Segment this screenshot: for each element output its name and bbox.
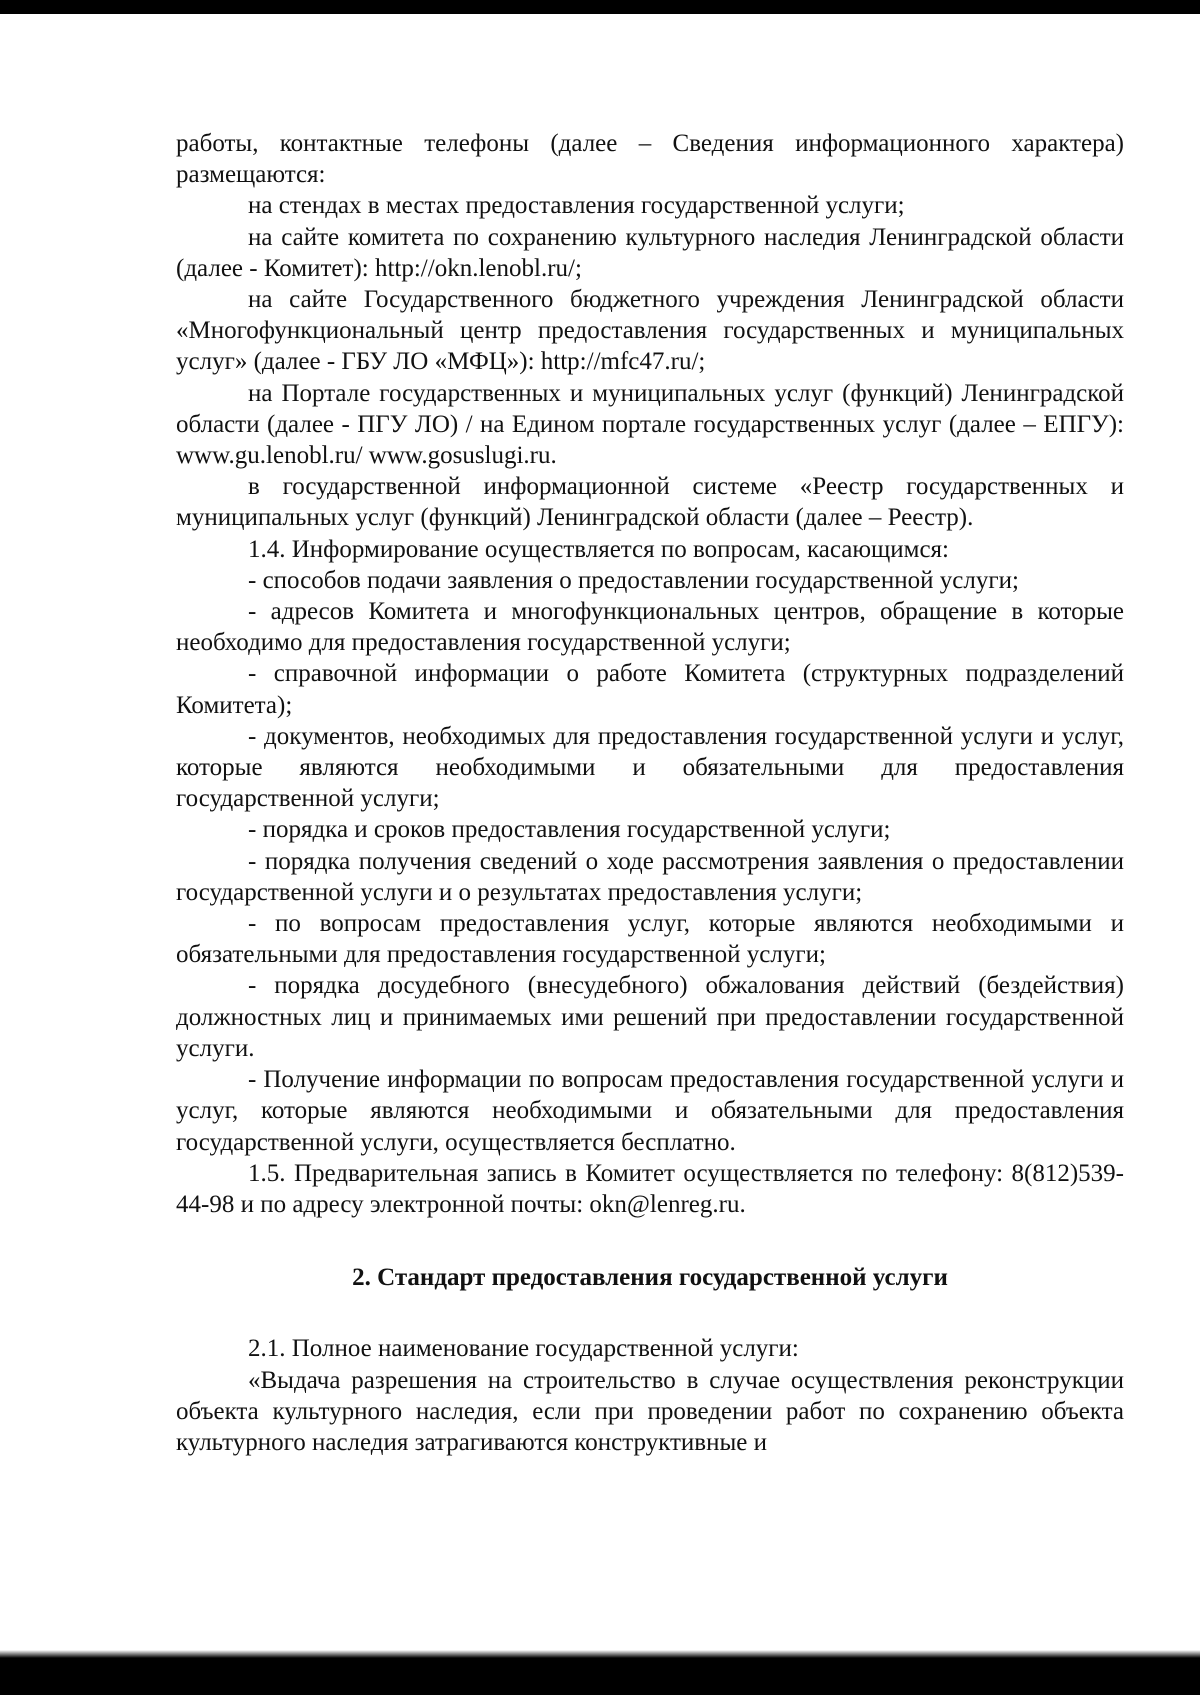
list-item: - документов, необходимых для предоставления государственной услуги и услуг, которые являются необходимыми и обязательными для предоставления государственной услуги; [176, 722, 1124, 813]
list-item: - Получение информации по вопросам предоставления государственной услуги и услуг, которые являются необходимыми и обязательными для предоставления государственной услуги, осуществляется бесплатно. [176, 1066, 1124, 1156]
list-item: - порядка и сроков предоставления государственной услуги; [248, 816, 891, 844]
scan-border-top [0, 0, 1200, 14]
paragraph: на сайте Государственного бюджетного учреждения Ленинградской области «Многофункциональный центр предоставления государственных и муниципальных услуг» (далее - ГБУ ЛО «МФЦ»): http://mfc47.ru/; [176, 286, 1124, 376]
paragraph: «Выдача разрешения на строительство в случае осуществления реконструкции объекта культурного наследия, если при проведении работ по сохранению объекта культурного наследия затрагиваются конструктивные и [176, 1366, 1124, 1456]
list-item: - по вопросам предоставления услуг, которые являются необходимыми и обязательными для предоставления государственной услуги; [176, 910, 1124, 969]
list-item: - порядка получения сведений о ходе рассмотрения заявления о предоставлении государственной услуги и о результатах предоставления услуги; [176, 847, 1124, 906]
paragraph: работы, контактные телефоны (далее – Сведения информационного характера) размещаются: [176, 130, 1124, 189]
paragraph: 2.1. Полное наименование государственной услуги: [248, 1335, 799, 1363]
list-item: - способов подачи заявления о предоставлении государственной услуги; [248, 566, 1019, 594]
paragraph: на Портале государственных и муниципальных услуг (функций) Ленинградской области (далее - ПГУ ЛО) / на Едином портале государственных услуг (далее – ЕПГУ): www.gu.lenobl.ru/ www.gosuslugi.ru. [176, 379, 1124, 470]
paragraph: в государственной информационной системе «Реестр государственных и муниципальных услуг (функций) Ленинградской области (далее – Реестр). [176, 473, 1124, 532]
section-heading: 2. Стандарт предоставления государственной услуги [352, 1264, 948, 1292]
paragraph: на сайте комитета по сохранению культурного наследия Ленинградской области (далее - Комитет): http://okn.lenobl.ru/; [176, 223, 1124, 282]
paragraph: 1.5. Предварительная запись в Комитет осуществляется по телефону: 8(812)539-44-98 и по адресу электронной почты: okn@lenreg.ru. [176, 1159, 1124, 1218]
scan-border-bottom [0, 1658, 1200, 1695]
document-page [176, 128, 1124, 1458]
paragraph: на стендах в местах предоставления государственной услуги; [248, 192, 905, 220]
paragraph: 1.4. Информирование осуществляется по вопросам, касающимся: [248, 535, 949, 563]
list-item: - справочной информации о работе Комитета (структурных подразделений Комитета); [176, 660, 1124, 719]
list-item: - адресов Комитета и многофункциональных центров, обращение в которые необходимо для предоставления государственной услуги; [176, 598, 1124, 657]
list-item: - порядка досудебного (внесудебного) обжалования действий (бездействия) должностных лиц и принимаемых ими решений при предоставлении государственной услуги. [176, 972, 1124, 1062]
